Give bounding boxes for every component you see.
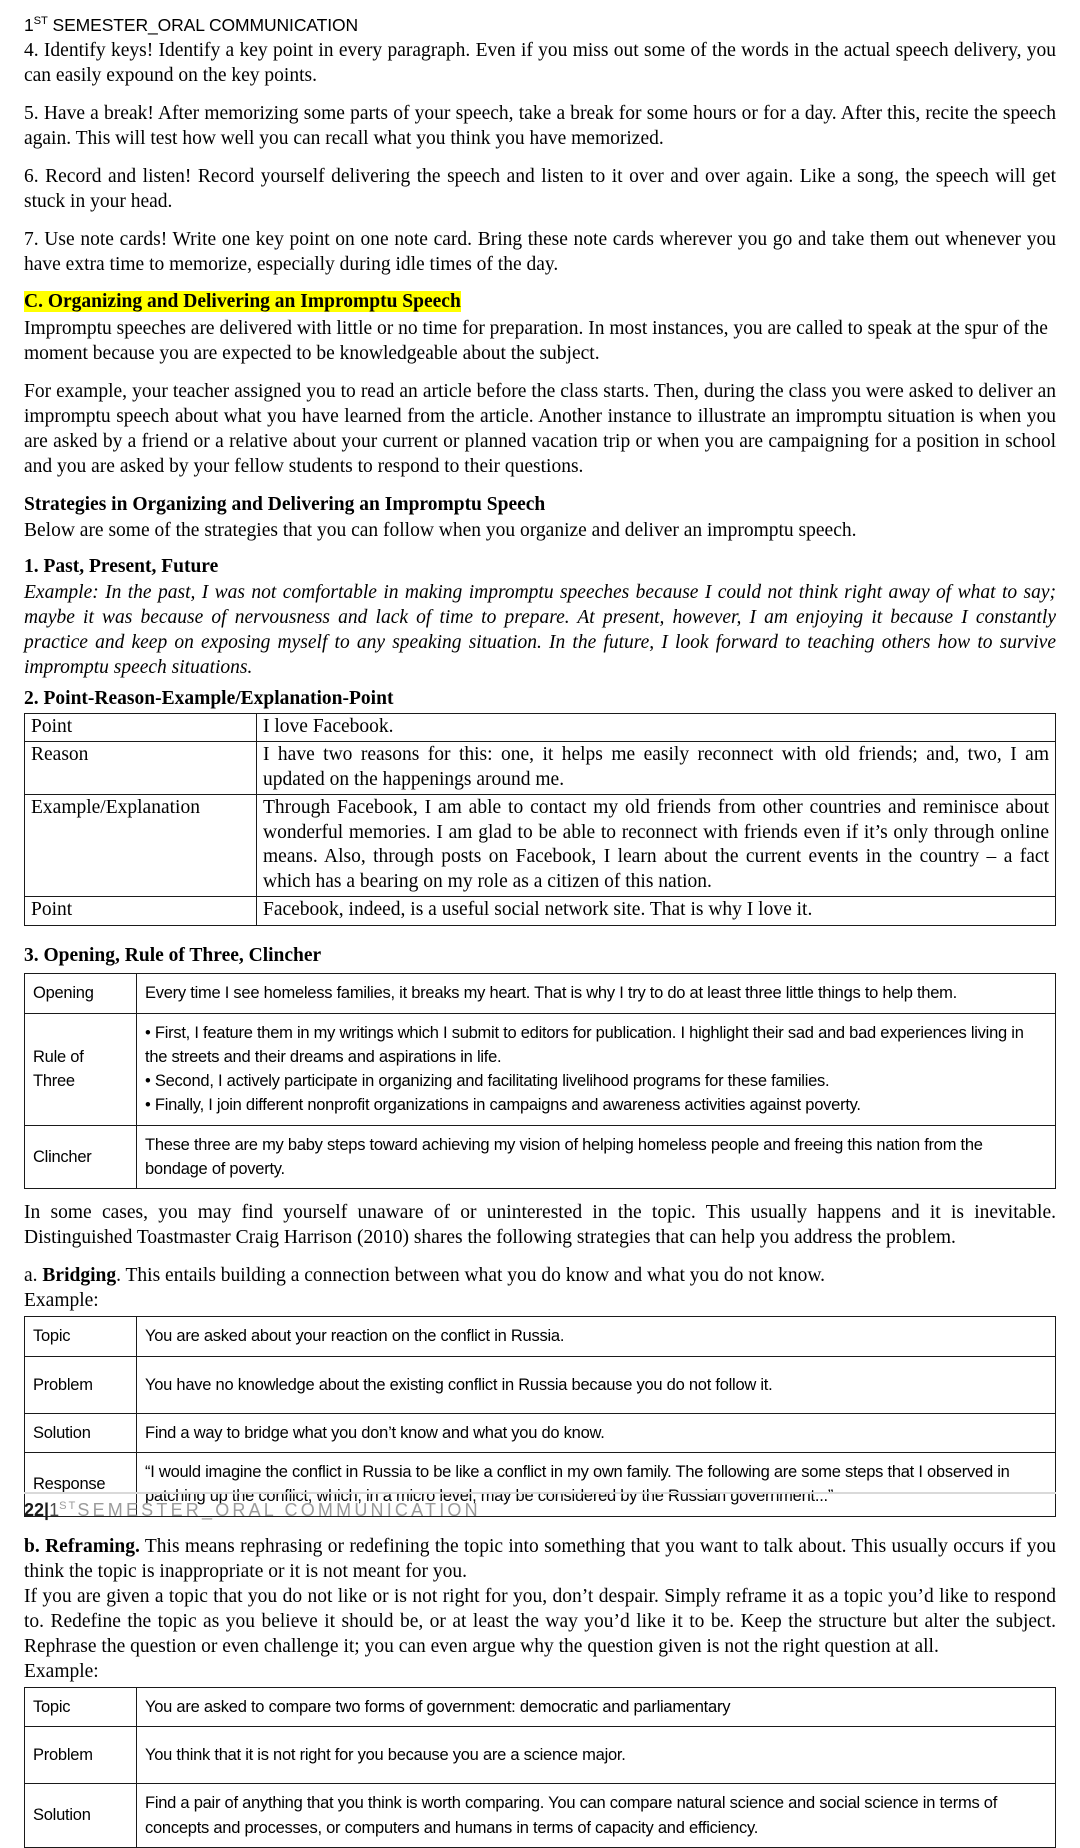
row-label: Point bbox=[25, 897, 257, 926]
table-row bbox=[25, 1413, 1056, 1452]
paragraph-item-7: 7. Use note cards! Write one key point on one note card. Bring these note cards wherever you go and take them out whenever you have extra time to memorize, especially during idle times of the day. bbox=[24, 228, 1056, 276]
table-row bbox=[25, 1125, 1056, 1189]
row-label: Example/Explanation bbox=[25, 795, 257, 897]
table-row bbox=[25, 1317, 1056, 1356]
table-point-reason-example bbox=[24, 713, 1056, 927]
row-content: Facebook, indeed, is a useful social network site. That is why I love it. bbox=[257, 897, 1056, 926]
footer-divider bbox=[24, 1492, 1056, 1494]
spacer bbox=[24, 1189, 1056, 1200]
section-c-paragraph-1: Impromptu speeches are delivered with little or no time for preparation. In most instances, you are called to speak at the spur of the moment because you are expected to be knowledgeable about the subject. bbox=[24, 318, 1048, 365]
reframing-term: b. Reframing. bbox=[24, 1535, 140, 1557]
example-label-reframing: Example: bbox=[24, 1660, 99, 1682]
paragraph-item-4: 4. Identify keys! Identify a key point in every paragraph. Even if you miss out some of the words in the actual speech delivery, you can easily expound on the key points. bbox=[24, 39, 1056, 86]
footer-text bbox=[24, 1500, 1056, 1521]
strategy-3-heading: 3. Opening, Rule of Three, Clincher bbox=[24, 945, 322, 967]
rule-label-line-2: Three bbox=[33, 1072, 75, 1091]
row-label-rule-of-three bbox=[25, 1013, 137, 1125]
footer-superscript: ST bbox=[59, 1500, 78, 1512]
row-content: You have no knowledge about the existing conflict in Russia because you do not follow it. bbox=[137, 1356, 1056, 1413]
bridging-prefix: a. bbox=[24, 1265, 43, 1287]
running-head-superscript: ST bbox=[33, 15, 48, 27]
row-label: Reason bbox=[25, 742, 257, 795]
table-row bbox=[25, 974, 1056, 1013]
table-row bbox=[25, 1727, 1056, 1784]
table-body bbox=[25, 713, 1056, 926]
page-footer bbox=[24, 1492, 1056, 1521]
table-row bbox=[25, 742, 1056, 795]
reframing-paragraph-2: If you are given a topic that you do not like or is not right for you, don’t despair. Simply reframe it as a topic you’d like to respond to. Redefine the topic as you believe it should be, or at least the way you’d like it to be. Keep the structure but alter the subject. Rephrase the question or even challenge it; you can even argue why the question given is not the right question at all. bbox=[24, 1585, 1056, 1657]
row-content-clincher: These three are my baby steps toward achieving my vision of helping homeless people and freeing this nation from the bondage of poverty. bbox=[137, 1125, 1056, 1189]
row-label: Solution bbox=[25, 1413, 137, 1452]
table-reframing-example bbox=[24, 1687, 1056, 1848]
row-content: You are asked to compare two forms of government: democratic and parliamentary bbox=[137, 1687, 1056, 1726]
section-c-paragraph-2: For example, your teacher assigned you to read an article before the class starts. Then, during the class you were asked to deliver an impromptu speech about what you have learned from the article. Another instance to illustrate an impromptu situation is when you are asked by a friend or a relative about your current or planned vacation trip or when you are campaigning for a position in school and you are asked by your fellow students to respond to their questions. bbox=[24, 381, 1056, 478]
row-label: Point bbox=[25, 713, 257, 742]
table-bridging-example bbox=[24, 1316, 1056, 1516]
row-label: Topic bbox=[25, 1317, 137, 1356]
table-row bbox=[25, 795, 1056, 897]
section-c-heading: C. Organizing and Delivering an Impromptu Speech bbox=[24, 291, 461, 313]
paragraph-item-5: 5. Have a break! After memorizing some parts of your speech, take a break for some hours or for a day. After this, recite the speech again. This will test how well you can recall what you think you have memorized. bbox=[24, 102, 1056, 149]
row-content: Find a way to bridge what you don’t know and what you do know. bbox=[137, 1413, 1056, 1452]
row-content-opening: Every time I see homeless families, it breaks my heart. That is why I try to do at least three little things to help them. bbox=[137, 974, 1056, 1013]
table-row bbox=[25, 1013, 1056, 1125]
strategies-heading: Strategies in Organizing and Delivering an Impromptu Speech bbox=[24, 494, 546, 516]
table-body bbox=[25, 974, 1056, 1189]
footer-page-number: 22 bbox=[24, 1500, 45, 1520]
table-opening-rule-clincher bbox=[24, 973, 1056, 1189]
bullet-item: • Finally, I join different nonprofit organizations in campaigns and awareness activities against poverty. bbox=[145, 1096, 861, 1115]
row-content: Through Facebook, I am able to contact my old friends from other countries and reminisce about wonderful memories. I am glad to be able to reconnect with friends even if it’s only through online means. Also, through posts on Facebook, I learn about the current events in the country – a fact which has a bearing on my role as a citizen of this nation. bbox=[257, 795, 1056, 897]
footer-separator: | bbox=[44, 1500, 50, 1520]
footer-one: 1 bbox=[49, 1500, 60, 1520]
example-label-bridging: Example: bbox=[24, 1290, 99, 1312]
bullet-list bbox=[145, 1021, 1048, 1118]
table-row bbox=[25, 897, 1056, 926]
row-label: Response bbox=[25, 1453, 137, 1517]
bridging-rest: . This entails building a connection between what you do know and what you do not know. bbox=[116, 1265, 826, 1287]
row-label-opening: Opening bbox=[25, 974, 137, 1013]
reframing-paragraph-1 bbox=[24, 1534, 1056, 1584]
footer-title: SEMESTER_ORAL COMMUNICATION bbox=[77, 1500, 481, 1520]
strategies-intro: Below are some of the strategies that you can follow when you organize and deliver an impromptu speech. bbox=[24, 519, 857, 541]
row-content: You are asked about your reaction on the conflict in Russia. bbox=[137, 1317, 1056, 1356]
row-content: I have two reasons for this: one, it helps me easily reconnect with old friends; and, two, I am updated on the happenings around me. bbox=[257, 742, 1056, 795]
table-row bbox=[25, 1356, 1056, 1413]
rule-label-line-1: Rule of bbox=[33, 1047, 84, 1066]
row-label: Problem bbox=[25, 1356, 137, 1413]
running-head bbox=[24, 14, 1056, 37]
running-head-rest: SEMESTER_ORAL COMMUNICATION bbox=[47, 14, 359, 35]
row-label: Topic bbox=[25, 1687, 137, 1726]
strategy-1-heading: 1. Past, Present, Future bbox=[24, 555, 219, 577]
row-content: I love Facebook. bbox=[257, 713, 1056, 742]
strategy-1-example: Example: In the past, I was not comfortable in making impromptu speeches because I could not think right away of what to say; maybe it was because of nervousness and lack of time to prepare. At present, however, I am enjoying it because I constantly practice and keep on exposing myself to any speaking situation. In the future, I look forward to teaching others how to survive impromptu speech situations. bbox=[24, 582, 1056, 679]
paragraph-item-6: 6. Record and listen! Record yourself delivering the speech and listen to it over and over again. Like a song, the speech will get stuck in your head. bbox=[24, 165, 1056, 212]
reframing-rest: This means rephrasing or redefining the topic into something that you want to talk about. This usually occurs if you think the topic is inappropriate or it is not meant for you. bbox=[24, 1535, 1056, 1582]
table-body bbox=[25, 1687, 1056, 1847]
table-row bbox=[25, 1784, 1056, 1848]
table-body bbox=[25, 1317, 1056, 1516]
row-content: “I would imagine the conflict in Russia to be like a conflict in my own family. The following are some steps that I observed in patching up the conflict, which, in a micro level, may be considered by the Russian government...” bbox=[137, 1453, 1056, 1517]
row-label: Solution bbox=[25, 1784, 137, 1848]
table-row bbox=[25, 713, 1056, 742]
row-label: Problem bbox=[25, 1727, 137, 1784]
table-row bbox=[25, 1687, 1056, 1726]
row-label-clincher: Clincher bbox=[25, 1125, 137, 1189]
running-head-prefix: 1 bbox=[24, 14, 34, 35]
section-c-heading-line bbox=[24, 290, 1056, 315]
bridging-paragraph bbox=[24, 1263, 1056, 1288]
row-content: Find a pair of anything that you think is worth comparing. You can compare natural science and social science in terms of concepts and processes, or computers and humans in terms of capacity and efficiency. bbox=[137, 1784, 1056, 1848]
row-content-rule-of-three bbox=[137, 1013, 1056, 1125]
strategy-2-heading: 2. Point-Reason-Example/Explanation-Point bbox=[24, 688, 394, 710]
bullet-item: • Second, I actively participate in organizing and facilitating livelihood programs for these families. bbox=[145, 1072, 830, 1091]
bridging-term: Bridging bbox=[42, 1265, 117, 1287]
bullet-item: • First, I feature them in my writings which I submit to editors for publication. I highlight their sad and bad experiences living in the streets and their dreams and aspirations in life. bbox=[145, 1023, 1024, 1066]
harrison-paragraph: In some cases, you may find yourself unaware of or uninterested in the topic. This usually happens and it is inevitable. Distinguished Toastmaster Craig Harrison (2010) shares the following strategies that can help you address the problem. bbox=[24, 1202, 1056, 1249]
row-content: You think that it is not right for you because you are a science major. bbox=[137, 1727, 1056, 1784]
spacer bbox=[24, 926, 1056, 943]
